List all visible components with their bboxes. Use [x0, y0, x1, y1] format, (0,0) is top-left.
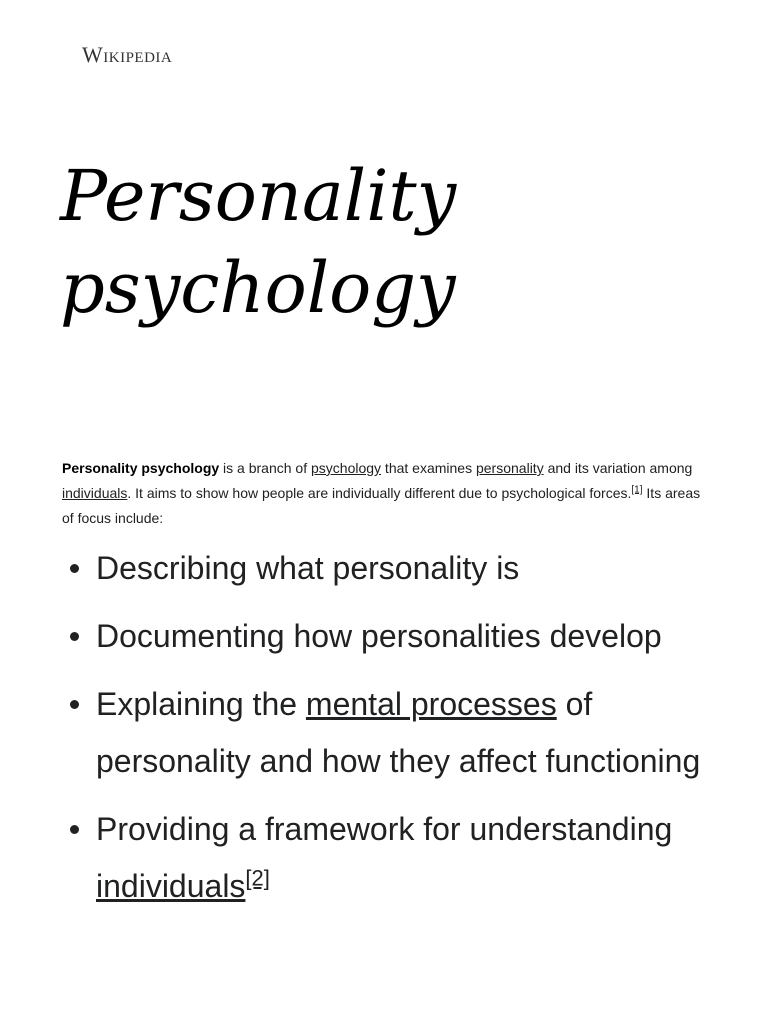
- list-item-3-text-post: of personality and how they affect functioning: [96, 686, 701, 779]
- link-personality[interactable]: personality: [475, 460, 544, 476]
- citation-2-link[interactable]: [2]: [245, 865, 270, 891]
- list-item-4-text-pre: Providing a framework for understanding: [96, 811, 673, 847]
- link-individuals[interactable]: individuals: [62, 485, 128, 501]
- intro-text-4: . It aims to show how people are individually different due to psychological forces.: [127, 485, 632, 501]
- bold-term: Personality psychology: [62, 460, 220, 476]
- focus-list: [96, 540, 736, 926]
- wikipedia-wordmark-link[interactable]: Wikipedia: [82, 42, 173, 67]
- intro-text-5: Its areas of focus include:: [62, 485, 701, 526]
- intro-paragraph: [62, 456, 712, 531]
- list-item: [96, 540, 736, 597]
- citation-1-link[interactable]: [1]: [631, 484, 643, 496]
- page-title: [60, 150, 700, 334]
- list-item-2-text: Documenting how personalities develop: [96, 618, 662, 654]
- page-title-line-1: Personality: [60, 155, 457, 237]
- intro-text-3: and its variation among: [543, 460, 693, 476]
- intro-text-1: is a branch of: [219, 460, 311, 476]
- citation-1[interactable]: [631, 484, 642, 495]
- list-item: [96, 676, 736, 790]
- link-individuals-2[interactable]: individuals: [96, 868, 246, 904]
- link-psychology[interactable]: psychology: [311, 460, 382, 476]
- intro-text-2: that examines: [381, 460, 476, 476]
- list-item: [96, 801, 736, 915]
- page-title-line-2: psychology: [60, 247, 456, 329]
- link-mental-processes[interactable]: mental processes: [305, 686, 557, 722]
- list-item-1-text: Describing what personality is: [96, 550, 520, 586]
- list-item-3-text-pre: Explaining the: [96, 686, 306, 722]
- citation-2[interactable]: [245, 865, 269, 890]
- list-item: [96, 608, 736, 665]
